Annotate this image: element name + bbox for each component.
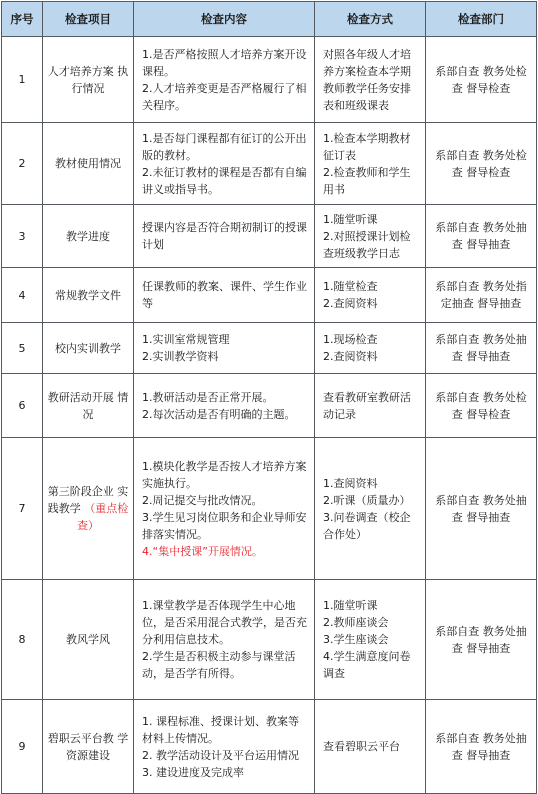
content-line: 授课内容是否符合期初制订的授课计划 <box>142 221 307 251</box>
content-line: 2.人才培养变更是否严格履行了相关程序。 <box>142 81 307 112</box>
header-row <box>2 2 537 37</box>
key-inspection-note: （重点检查） <box>77 502 129 532</box>
inspection-dept <box>426 438 537 580</box>
method-line: 2.听课（质量办） <box>323 493 411 507</box>
content-line: 2. 教学活动设计及平台运用情况 <box>142 748 299 762</box>
header-no: 序号 <box>2 2 43 37</box>
inspection-table <box>1 1 537 794</box>
content-line: 1.实训室常规管理 <box>142 333 230 346</box>
header-method: 检查方式 <box>315 2 426 37</box>
inspection-content <box>134 374 315 438</box>
header-dept: 检查部门 <box>426 2 537 37</box>
row-number: 5 <box>2 323 43 374</box>
dept-line: 督导抽查 <box>466 748 511 762</box>
content-line: 2.周记提交与批改情况。 <box>142 493 263 507</box>
item-line: 教风学风 <box>66 633 110 646</box>
inspection-method <box>315 268 426 323</box>
inspection-dept <box>426 374 537 438</box>
item-line: 学资源建设 <box>66 731 129 762</box>
table-row <box>2 205 537 268</box>
inspection-method <box>315 37 426 123</box>
inspection-item <box>43 580 134 700</box>
header-item: 检查项目 <box>43 2 134 37</box>
row-number: 1 <box>2 37 43 123</box>
content-line: 2.未征订教材的课程是否都有自编讲义或指导书。 <box>142 165 307 196</box>
inspection-dept <box>426 37 537 123</box>
item-line: 教学进度 <box>66 229 110 243</box>
dept-line: 系部自查 <box>435 280 480 293</box>
dept-line: 教务处抽查 <box>451 333 527 363</box>
dept-line: 督导检查 <box>466 81 511 95</box>
inspection-method <box>315 438 426 580</box>
table-row <box>2 123 537 205</box>
row-number: 8 <box>2 580 43 700</box>
table-row <box>2 374 537 438</box>
method-line: 4.学生满意度问卷调查 <box>323 650 411 680</box>
method-line: 3.问卷调查（校企合作处） <box>323 510 411 541</box>
content-line: 任课教师的教案、课件、学生作业等 <box>142 280 307 310</box>
dept-line: 系部自查 <box>435 221 480 234</box>
method-line: 1.随堂检查 <box>323 280 378 293</box>
content-note-quote: “集中授课” <box>152 544 208 558</box>
row-number: 7 <box>2 438 43 580</box>
content-line: 1.是否每门课程都有征订的公开出版的教材。 <box>142 131 307 162</box>
inspection-dept <box>426 268 537 323</box>
item-line: 常规教学文件 <box>55 288 121 302</box>
item-line: 实践教学 <box>47 485 129 515</box>
row-number: 6 <box>2 374 43 438</box>
inspection-item <box>43 37 134 123</box>
dept-line: 系部自查 <box>435 148 480 162</box>
inspection-content <box>134 580 315 700</box>
inspection-content <box>134 700 315 794</box>
inspection-dept <box>426 580 537 700</box>
dept-line: 教务处抽查 <box>451 493 527 524</box>
dept-line: 教务处抽查 <box>451 624 527 655</box>
inspection-method <box>315 323 426 374</box>
inspection-method <box>315 123 426 205</box>
dept-line: 系部自查 <box>435 731 480 745</box>
dept-line: 教务处抽查 <box>451 221 527 251</box>
content-line: 1.教研活动是否正常开展。 <box>142 390 274 404</box>
inspection-content <box>134 323 315 374</box>
inspection-content <box>134 123 315 205</box>
dept-line: 督导抽查 <box>466 641 511 655</box>
method-line: 1.检查本学期教材征订表 <box>323 131 411 162</box>
dept-line: 教务处检查 <box>451 64 527 95</box>
item-line: 教材使用情况 <box>55 157 121 170</box>
inspection-content <box>134 205 315 268</box>
inspection-method <box>315 580 426 700</box>
method-line: 3.学生座谈会 <box>323 633 389 646</box>
method-line: 查看教研室教研活动记录 <box>323 390 411 421</box>
table-row <box>2 323 537 374</box>
content-note-tail: 开展情况。 <box>207 544 263 558</box>
dept-line: 系部自查 <box>435 64 480 78</box>
method-line: 2.查阅资料 <box>323 350 378 363</box>
inspection-dept <box>426 323 537 374</box>
method-line: 2.教师座谈会 <box>323 616 389 629</box>
dept-line: 系部自查 <box>435 333 480 346</box>
inspection-content <box>134 37 315 123</box>
item-line: 校内实训教学 <box>55 341 121 355</box>
inspection-item <box>43 700 134 794</box>
dept-line: 督导抽查 <box>466 350 511 363</box>
item-line: 执行情况 <box>71 64 129 95</box>
dept-line: 督导检查 <box>466 407 511 421</box>
dept-line: 教务处抽查 <box>451 731 527 762</box>
content-line: 2.学生是否积极主动参与课堂活动，是否学有所得。 <box>142 650 296 680</box>
dept-line: 系部自查 <box>435 493 480 507</box>
content-line-highlight <box>142 543 308 560</box>
table-row <box>2 438 537 580</box>
content-line: 1.是否严格按照人才培养方案开设课程。 <box>142 47 307 78</box>
inspection-item <box>43 374 134 438</box>
method-line: 2.查阅资料 <box>323 297 378 310</box>
header-content: 检查内容 <box>134 2 315 37</box>
method-line: 1.随堂听课 <box>323 599 378 612</box>
method-line: 1.随堂听课 <box>323 212 378 226</box>
inspection-dept <box>426 205 537 268</box>
content-note-number: 4. <box>142 544 153 558</box>
row-number: 3 <box>2 205 43 268</box>
content-line: 1. 课程标准、授课计划、教案等材料上传情况。 <box>142 714 299 745</box>
inspection-item <box>43 123 134 205</box>
inspection-method <box>315 374 426 438</box>
row-number: 2 <box>2 123 43 205</box>
inspection-item <box>43 205 134 268</box>
dept-line: 教务处指定抽查 <box>440 280 527 310</box>
inspection-content <box>134 438 315 580</box>
row-number: 4 <box>2 268 43 323</box>
dept-line: 督导抽查 <box>477 297 522 310</box>
content-line: 3. 建设进度及完成率 <box>142 765 244 779</box>
method-line: 1.现场检查 <box>323 333 378 346</box>
inspection-item <box>43 268 134 323</box>
dept-line: 督导检查 <box>466 165 511 179</box>
method-line: 对照各年级人才培养方案检查本学期教师教学任务安排表和班级课表 <box>323 47 411 112</box>
content-line: 1.课堂教学是否体现学生中心地位，是否采用混合式教学，是否充分利用信息技术。 <box>142 599 307 646</box>
table-row <box>2 37 537 123</box>
content-line: 2.实训教学资料 <box>142 350 219 363</box>
method-line: 2.检查教师和学生用书 <box>323 165 411 196</box>
dept-line: 督导抽查 <box>466 238 511 251</box>
method-line: 1.查阅资料 <box>323 476 378 490</box>
item-line: 第三阶段企业 <box>47 485 114 498</box>
item-line: 情况 <box>82 390 129 421</box>
method-line: 查看碧职云平台 <box>323 740 400 753</box>
inspection-content <box>134 268 315 323</box>
inspection-dept <box>426 123 537 205</box>
dept-line: 教务处检查 <box>451 148 527 179</box>
inspection-method <box>315 700 426 794</box>
row-number: 9 <box>2 700 43 794</box>
content-line: 3.学生见习岗位职务和企业导师安排落实情况。 <box>142 510 307 541</box>
table-row <box>2 580 537 700</box>
dept-line: 系部自查 <box>435 624 480 638</box>
table-row <box>2 700 537 794</box>
item-line: 人才培养方案 <box>47 64 114 78</box>
dept-line: 教务处检查 <box>451 390 527 421</box>
dept-line: 系部自查 <box>435 390 480 404</box>
inspection-item <box>43 323 134 374</box>
inspection-method <box>315 205 426 268</box>
item-line: 碧职云平台教 <box>47 731 114 745</box>
method-line: 2.对照授课计划检查班级教学日志 <box>323 229 411 260</box>
item-line: 教研活动开展 <box>47 390 114 404</box>
inspection-dept <box>426 700 537 794</box>
content-line: 1.模块化教学是否按人才培养方案实施执行。 <box>142 459 307 490</box>
dept-line: 督导抽查 <box>466 510 511 524</box>
inspection-item <box>43 438 134 580</box>
content-line: 2.每次活动是否有明确的主题。 <box>142 407 296 421</box>
table-row <box>2 268 537 323</box>
